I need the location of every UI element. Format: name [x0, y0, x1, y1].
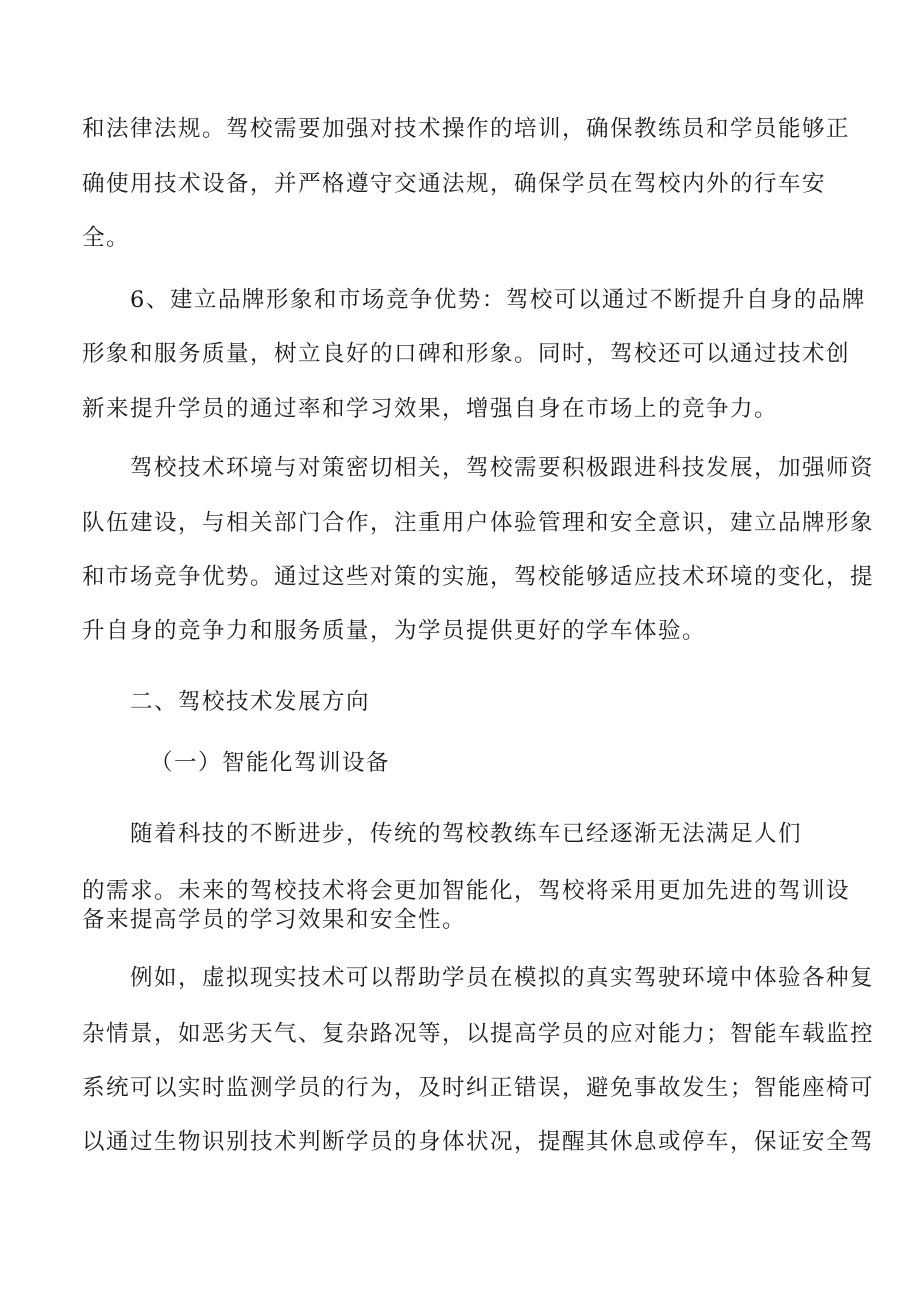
text-line: 例如，虚拟现实技术可以帮助学员在模拟的真实驾驶环境中体验各种复	[130, 965, 875, 991]
text-line: 确使用技术设备，并严格遵守交通法规，确保学员在驾校内外的行车安	[82, 171, 827, 197]
text-line: 的需求。未来的驾校技术将会更加智能化，驾校将采用更加先进的驾训设	[82, 878, 851, 904]
text-line: 以通过生物识别技术判断学员的身体状况，提醒其休息或停车，保证安全驾	[82, 1129, 875, 1155]
text-line: 新来提升学员的通过率和学习效果，增强自身在市场上的竞争力。	[82, 396, 779, 422]
text-line: 随着科技的不断进步，传统的驾校教练车已经逐渐无法满足人们	[130, 821, 803, 847]
subsection-heading: （一）智能化驾训设备	[150, 750, 391, 776]
text-line: 驾校技术环境与对策密切相关，驾校需要积极跟进科技发展，加强师资	[130, 455, 875, 481]
text-line: 队伍建设，与相关部门合作，注重用户体验管理和安全意识，建立品牌形象	[82, 510, 875, 536]
text-line: 全。	[82, 225, 131, 251]
text-line: 备来提高学员的学习效果和安全性。	[82, 907, 467, 933]
text-line: 杂情景，如恶劣天气、复杂路况等，以提高学员的应对能力；智能车载监控	[82, 1021, 875, 1047]
text-line: 升自身的竞争力和服务质量，为学员提供更好的学车体验。	[82, 618, 707, 644]
text-line: 和市场竞争优势。通过这些对策的实施，驾校能够适应技术环境的变化，提	[82, 564, 875, 590]
text-line: 和法律法规。驾校需要加强对技术操作的培训，确保教练员和学员能够正	[82, 116, 851, 142]
text-line: 系统可以实时监测学员的行为，及时纠正错误，避免事故发生；智能座椅可	[82, 1075, 875, 1101]
section-heading: 二、驾校技术发展方向	[130, 689, 371, 715]
text-line: 形象和服务质量，树立良好的口碑和形象。同时，驾校还可以通过技术创	[82, 341, 851, 367]
text-line: 6、建立品牌形象和市场竞争优势：驾校可以通过不断提升自身的品牌	[130, 287, 866, 313]
